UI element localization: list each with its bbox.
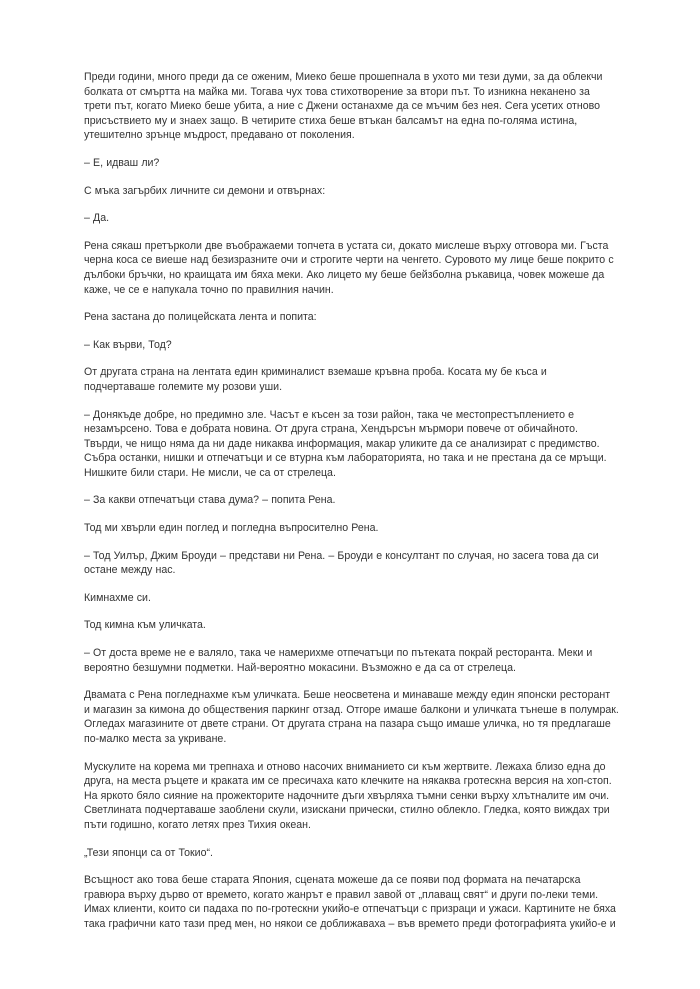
paragraph-10: – За какви отпечатъци става дума? – попита Рена. (84, 494, 336, 507)
paragraph-18: „Тези японци са от Токио“. (84, 846, 213, 859)
paragraph-7: – Как върви, Тод? (84, 338, 172, 351)
paragraph-17: Мускулите на корема ми трепнаха и отново насочих вниманието си към жертвите. Лежаха близо една до друга, на места ръцете и краката им се пресичаха като клечките на някаква гротескна версия на хоп-стоп. На яркото бяло сияние на прожекторите надочните дъги хвърляха тъмни сенки върху хлътналите им очи. Светлината подчертаваше заоблени скули, изискани прически, стилно облекло. Гледка, която виждах три пъти годишно, когато летях през Тихия океан. (84, 760, 612, 831)
paragraph-14: Тод кимна към уличката. (84, 619, 206, 632)
paragraph-15: – От доста време не е валяло, така че намерихме отпечатъци по пътеката покрай ресторанта. Меки и вероятно безшумни подметки. Най-вероятно мокасини. Възможно е да са от стрелеца. (84, 647, 593, 674)
paragraph-6: Рена застана до полицейската лента и попита: (84, 311, 317, 324)
paragraph-2: – Е, идваш ли? (84, 156, 160, 169)
paragraph-19: Всъщност ако това беше старата Япония, сцената можеше да се появи под формата на печатарска гравюра върху дърво от времето, когато жанрът е правил завой от „плаващ свят“ и други по-леки теми. Имах клиенти, които си падаха по по-гротескни укийо-е отпечатъци с призраци и ужаси. Картините не бяха така графични като тази пред мен, но някои се доближаваха – във времето преди фотографията укийо-е и (84, 874, 616, 930)
paragraph-4: – Да. (84, 212, 110, 225)
paragraph-8: От другата страна на лентата един криминалист вземаше кръвна проба. Косата му бе къса и подчертаваше големите му розови уши. (84, 366, 547, 393)
paragraph-16: Двамата с Рена погледнахме към уличката. Беше неосветена и минаваше между един японски ресторант и магазин за кимона до обществения паркинг отзад. Отгоре имаше балкони и уличката тънеше в полумрак. Огледах магазините от двете страни. От другата страна на пазара също имаше уличка, но тя предлагаше по-малко места за укриване. (84, 689, 619, 745)
document-page (84, 70, 624, 945)
paragraph-13: Кимнахме си. (84, 591, 151, 604)
paragraph-9: – Донякъде добре, но предимно зле. Часът е късен за този район, така че местопрестъплението е незамърсено. Това е добрата новина. От друга страна, Хендърсън мърмори повече от обичайното. Твърди, че нищо няма да ни даде никаква информация, макар уликите да се анализират с предимство. Събра останки, нишки и отпечатъци и се втурна към лабораторията, но така и не престана да се мръщи. Нишките били стари. Не мисли, че са от стрелеца. (84, 408, 607, 479)
paragraph-3: С мъка загърбих личните си демони и отвърнах: (84, 184, 326, 197)
paragraph-12: – Тод Уилър, Джим Броуди – представи ни Рена. – Броуди е консултант по случая, но засега това да си остане между нас. (84, 549, 599, 577)
paragraph-1: Преди години, много преди да се оженим, Миеко беше прошепнала в ухото ми тези думи, за да облекчи болката от смъртта на майка ми. Тогава чух това стихотворение за втори път. То изникна неканено за трети път, когато Миеко беше убита, а ние с Джени останахме да се мъчим без нея. Сега усетих отново присъствието му и знаех защо. В четирите стиха беше втъкан балсамът на една по-голяма истина, утешително зрънце мъдрост, предавано от поколения. (84, 71, 603, 142)
paragraph-11: Тод ми хвърли един поглед и погледна въпросително Рена. (84, 522, 379, 535)
paragraph-5: Рена сякаш претъркoли две въображаеми топчета в устата си, докато мислеше върху отговора ми. Гъста черна коса се виеше над безизразните очи и строгите черти на ченгето. Суровото му лице беше покрито с дълбоки бръчки, но краищата им бяха меки. Ако лицето му беше бейзболна ръкавица, човек можеше да каже, че се е напукала точно по правилния начин. (84, 239, 614, 296)
